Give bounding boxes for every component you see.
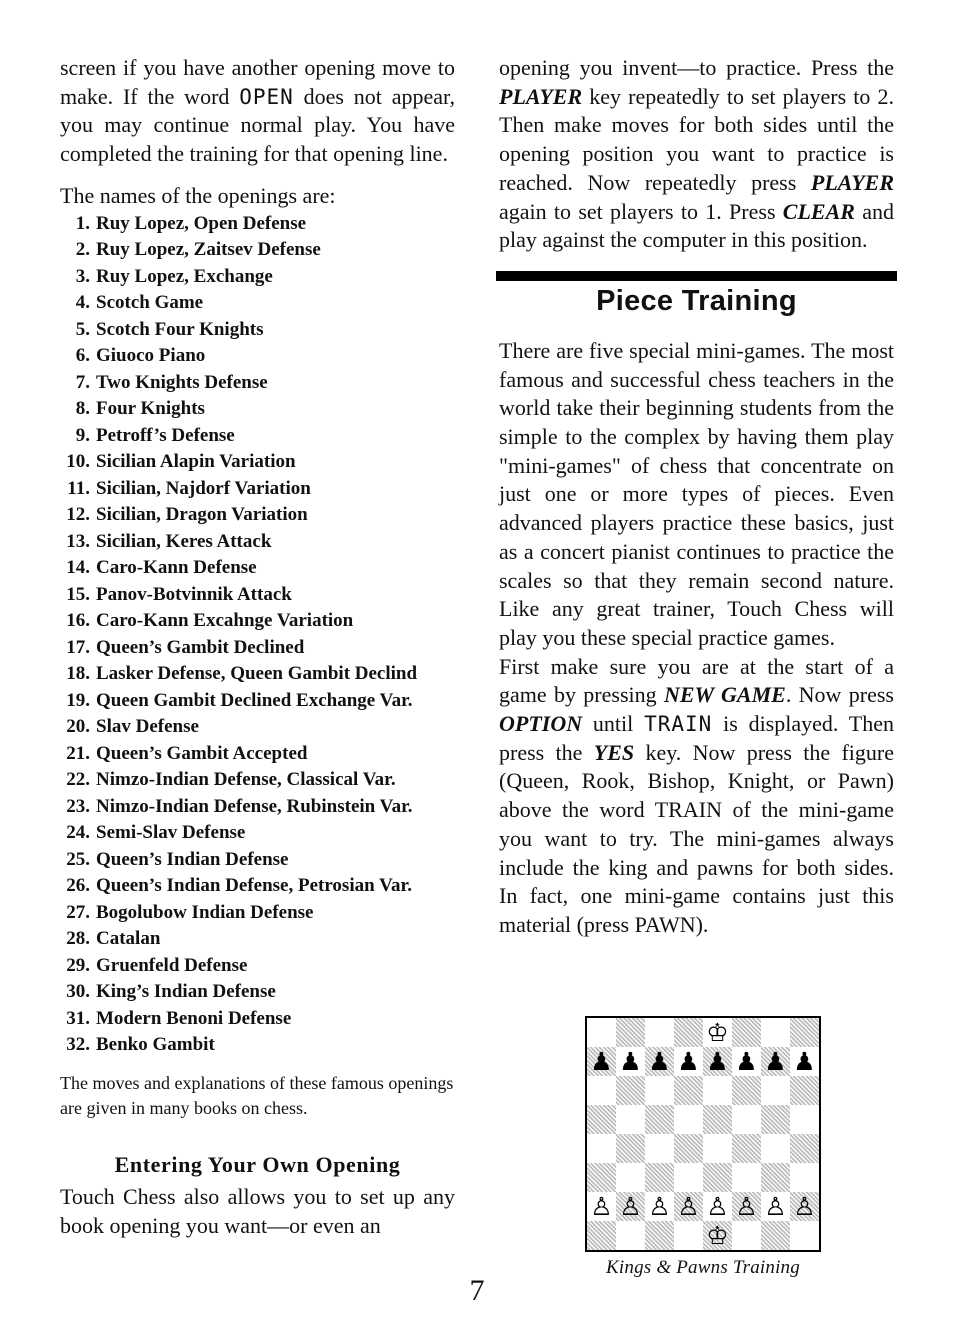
opening-number: 12. [66, 504, 90, 526]
opening-name: Panov-Botvinnik Attack [96, 583, 292, 605]
board-square-with-piece [732, 1192, 761, 1221]
board-square-with-piece [616, 1047, 645, 1076]
board-square [761, 1134, 790, 1163]
black-pawn-icon: ♟ [706, 1047, 729, 1076]
black-pawn-icon: ♟ [677, 1047, 700, 1076]
opening-name: Caro-Kann Defense [96, 557, 257, 579]
board-square-with-piece [645, 1047, 674, 1076]
opening-number: 8. [75, 398, 90, 420]
board-square [645, 1221, 674, 1250]
opening-number: 13. [66, 530, 90, 552]
opening-number: 10. [66, 451, 90, 473]
text-segment: . Now press [785, 682, 894, 708]
white-pawn-icon: ♙ [706, 1192, 729, 1221]
openings-list [60, 211, 455, 1059]
board-square [732, 1163, 761, 1192]
page-number: 7 [469, 1274, 485, 1307]
black-pawn-icon: ♟ [619, 1047, 642, 1076]
board-square [732, 1134, 761, 1163]
board-square-with-piece [790, 1192, 819, 1221]
board-square [761, 1221, 790, 1250]
opening-number: 16. [66, 610, 90, 632]
key-name-option: OPTION [499, 711, 583, 737]
opening-name: King’s Indian Defense [96, 981, 276, 1003]
opening-list-item [60, 794, 455, 821]
board-square [761, 1163, 790, 1192]
opening-number: 4. [75, 292, 90, 314]
white-pawn-icon: ♙ [648, 1192, 671, 1221]
opening-number: 27. [66, 901, 90, 923]
opening-number: 9. [75, 424, 90, 446]
opening-number: 3. [75, 265, 90, 287]
chess-diagram [585, 1016, 821, 1279]
text-segment: and play against the computer in this position. [499, 198, 894, 253]
opening-list-item [60, 979, 455, 1006]
board-square-with-piece [616, 1192, 645, 1221]
white-pawn-icon: ♙ [619, 1192, 642, 1221]
spacer [499, 319, 894, 337]
opening-name: Nimzo-Indian Defense, Rubinstein Var. [96, 795, 413, 817]
white-pawn-icon: ♙ [735, 1192, 758, 1221]
opening-name: Petroff’s Defense [96, 424, 235, 446]
opening-number: 17. [66, 636, 90, 658]
board-square [703, 1163, 732, 1192]
board-square-with-piece [645, 1192, 674, 1221]
opening-list-item [60, 317, 455, 344]
text-segment: again to set players to 1. Press [499, 198, 783, 224]
opening-name: Sicilian Alapin Variation [96, 451, 296, 473]
paragraph-player-keys [499, 54, 894, 255]
left-column [60, 54, 455, 1240]
black-pawn-icon: ♟ [735, 1047, 758, 1076]
board-square [732, 1105, 761, 1134]
board-square [645, 1163, 674, 1192]
opening-number: 14. [66, 557, 90, 579]
board-square [732, 1221, 761, 1250]
opening-number: 29. [66, 954, 90, 976]
black-pawn-icon: ♟ [764, 1047, 787, 1076]
opening-name: Scotch Four Knights [96, 318, 264, 340]
openings-note: The moves and explanations of these famous openings are given in many books on chess. [60, 1072, 454, 1118]
opening-number: 2. [75, 239, 90, 261]
opening-list-item [60, 1032, 455, 1059]
opening-name: Benko Gambit [96, 1034, 215, 1056]
opening-name: Sicilian, Najdorf Variation [96, 477, 311, 499]
opening-list-item [60, 635, 455, 662]
board-square [587, 1076, 616, 1105]
board-square [761, 1076, 790, 1105]
black-pawn-icon: ♟ [590, 1047, 613, 1076]
opening-name: Sicilian, Keres Attack [96, 530, 272, 552]
board-square [587, 1221, 616, 1250]
section-heading-own-opening: Entering Your Own Opening [114, 1151, 401, 1177]
opening-name: Sicilian, Dragon Variation [96, 504, 308, 526]
board-square-with-piece [761, 1192, 790, 1221]
board-square-with-piece [761, 1047, 790, 1076]
text-segment: until [582, 711, 645, 737]
board-square-with-piece [674, 1192, 703, 1221]
opening-number: 6. [75, 345, 90, 367]
opening-list-item [60, 290, 455, 317]
opening-list-item [60, 1006, 455, 1033]
board-square [616, 1076, 645, 1105]
board-square [674, 1221, 703, 1250]
paragraph-own-opening: Touch Chess also allows you to set up any book opening you want—or even an [60, 1183, 455, 1238]
board-square [732, 1018, 761, 1047]
opening-number: 31. [66, 1007, 90, 1029]
opening-list-item [60, 900, 455, 927]
board-square [674, 1076, 703, 1105]
black-pawn-icon: ♟ [793, 1047, 816, 1076]
opening-list-item [60, 211, 455, 238]
board-square [616, 1163, 645, 1192]
opening-name: Ruy Lopez, Zaitsev Defense [96, 239, 321, 261]
opening-name: Bogolubow Indian Defense [96, 901, 314, 923]
board-square-with-piece [587, 1047, 616, 1076]
opening-name: Modern Benoni Defense [96, 1007, 292, 1029]
board-square [674, 1134, 703, 1163]
black-pawn-icon: ♟ [648, 1047, 671, 1076]
king-icon: ♔ [706, 1221, 729, 1250]
key-name-yes: YES [593, 739, 635, 765]
board-square-with-piece [790, 1047, 819, 1076]
opening-list-item [60, 502, 455, 529]
opening-name: Four Knights [96, 398, 205, 420]
board-square [703, 1076, 732, 1105]
board-square [790, 1134, 819, 1163]
board-square [674, 1105, 703, 1134]
opening-name: Scotch Game [96, 292, 204, 314]
board-square [674, 1018, 703, 1047]
opening-number: 24. [66, 822, 90, 844]
board-square [616, 1221, 645, 1250]
opening-number: 25. [66, 848, 90, 870]
board-square [616, 1134, 645, 1163]
opening-number: 20. [66, 716, 90, 738]
opening-name: Ruy Lopez, Open Defense [96, 212, 307, 234]
opening-name: Ruy Lopez, Exchange [96, 265, 273, 287]
opening-list-item [60, 237, 455, 264]
opening-list-item [60, 608, 455, 635]
board-square [587, 1134, 616, 1163]
key-name-player: PLAYER [499, 83, 583, 109]
opening-list-item [60, 529, 455, 556]
opening-name: Queen’s Gambit Declined [96, 636, 305, 658]
board-square [645, 1105, 674, 1134]
opening-list-item [60, 820, 455, 847]
opening-list-item [60, 714, 455, 741]
opening-name: Gruenfeld Defense [96, 954, 248, 976]
opening-number: 28. [66, 928, 90, 950]
opening-name: Queen’s Indian Defense, Petrosian Var. [96, 875, 412, 897]
paragraph-mini-games: There are five special mini-games. The most famous and successful chess teachers in the world take their beginning students from the simple to the complex by having them play "mini-games" of chess that concentrate on just one or more types of pieces. Even advanced players practice these basics, just as a concert pianist continues to practice the scales so that they remain second nature. Like any great trainer, Touch Chess will play you these special practice games. [499, 337, 894, 650]
board-square [703, 1134, 732, 1163]
opening-name: Semi-Slav Defense [96, 822, 246, 844]
opening-list-item [60, 264, 455, 291]
opening-number: 21. [66, 742, 90, 764]
board-square-with-piece [732, 1047, 761, 1076]
white-pawn-icon: ♙ [764, 1192, 787, 1221]
chess-board [585, 1016, 821, 1252]
board-square-with-piece [703, 1192, 732, 1221]
key-name-new-game: NEW GAME [663, 682, 786, 708]
opening-list-item [60, 661, 455, 688]
opening-list-item [60, 767, 455, 794]
opening-number: 18. [66, 663, 90, 685]
opening-name: Nimzo-Indian Defense, Classical Var. [96, 769, 396, 791]
text-segment: key. Now press the figure (Queen, Rook, Bishop, Knight, or Pawn) above the word TRAIN of the mini-game you want to try. The mini-games always include the king and pawns for both sides. In fact, one mini-game contains just this material (press PAWN). [499, 739, 895, 937]
board-square [790, 1105, 819, 1134]
board-square [616, 1105, 645, 1134]
board-square [587, 1018, 616, 1047]
opening-number: 11. [67, 477, 90, 499]
board-square [790, 1163, 819, 1192]
board-square-with-piece [703, 1221, 732, 1250]
opening-name: Caro-Kann Excahnge Variation [96, 610, 354, 632]
white-pawn-icon: ♙ [793, 1192, 816, 1221]
opening-list-item [60, 396, 455, 423]
opening-list-item [60, 343, 455, 370]
opening-name: Two Knights Defense [96, 371, 268, 393]
opening-number: 7. [75, 371, 90, 393]
opening-name: Giuoco Piano [96, 345, 206, 367]
text-segment: First make sure you are at the start of a game by pressing [499, 653, 894, 708]
opening-name: Lasker Defense, Queen Gambit Declind [96, 663, 418, 685]
board-square [645, 1076, 674, 1105]
opening-number: 15. [66, 583, 90, 605]
paragraph-open-word [60, 54, 455, 169]
text-segment: key repeatedly to set players to 2. Then make moves for both sides until the opening position you want to practice is reached. Now repeatedly press [499, 83, 894, 195]
opening-list-item [60, 688, 455, 715]
opening-name: Queen’s Indian Defense [96, 848, 289, 870]
diagram-caption: Kings & Pawns Training [606, 1257, 800, 1278]
section-heading-piece-training: Piece Training [596, 284, 797, 317]
opening-number: 1. [75, 212, 90, 234]
opening-list-item [60, 873, 455, 900]
right-column [499, 54, 894, 940]
key-name-clear: CLEAR [782, 198, 855, 224]
opening-number: 22. [66, 769, 90, 791]
opening-list-item [60, 423, 455, 450]
board-square [616, 1018, 645, 1047]
board-square [587, 1163, 616, 1192]
text-segment: opening you invent—to practice. Press the [499, 55, 894, 80]
white-pawn-icon: ♙ [677, 1192, 700, 1221]
white-pawn-icon: ♙ [590, 1192, 613, 1221]
opening-number: 30. [66, 981, 90, 1003]
king-icon: ♔ [706, 1018, 729, 1047]
opening-list-item [60, 847, 455, 874]
opening-list-item [60, 926, 455, 953]
paragraph-train-instructions [499, 653, 894, 940]
board-square-with-piece [587, 1192, 616, 1221]
text-segment: is displayed. Then press the [499, 711, 894, 765]
board-square-with-piece [703, 1018, 732, 1047]
board-square-with-piece [703, 1047, 732, 1076]
board-square-with-piece [674, 1047, 703, 1076]
opening-list-item [60, 476, 455, 503]
opening-number: 32. [66, 1034, 90, 1056]
opening-number: 19. [66, 689, 90, 711]
board-square [790, 1076, 819, 1105]
opening-name: Slav Defense [96, 716, 199, 738]
lcd-word-open: OPEN [239, 84, 294, 109]
opening-number: 23. [66, 795, 90, 817]
opening-number: 26. [66, 875, 90, 897]
opening-list-item [60, 582, 455, 609]
board-square [790, 1018, 819, 1047]
text-segment: screen if you have another opening move to make. If the word [60, 55, 455, 109]
lcd-word-train: TRAIN [644, 712, 713, 737]
opening-list-item [60, 741, 455, 768]
board-square [645, 1134, 674, 1163]
board-square [732, 1076, 761, 1105]
opening-name: Queen Gambit Declined Exchange Var. [96, 689, 413, 711]
opening-list-item [60, 953, 455, 980]
opening-number: 5. [75, 318, 90, 340]
opening-list-item [60, 449, 455, 476]
board-square [587, 1105, 616, 1134]
board-square [790, 1221, 819, 1250]
opening-name: Queen’s Gambit Accepted [96, 742, 308, 764]
section-divider [496, 271, 897, 281]
opening-list-item [60, 555, 455, 582]
text-segment: does not appear, you may continue normal play. You have completed the training for that opening line. [60, 83, 455, 167]
board-square [645, 1018, 674, 1047]
opening-list-item [60, 370, 455, 397]
board-square [703, 1105, 732, 1134]
openings-intro: The names of the openings are: [60, 182, 336, 208]
opening-name: Catalan [96, 928, 161, 950]
board-square [674, 1163, 703, 1192]
key-name-player: PLAYER [810, 169, 894, 195]
board-square [761, 1018, 790, 1047]
board-square [761, 1105, 790, 1134]
